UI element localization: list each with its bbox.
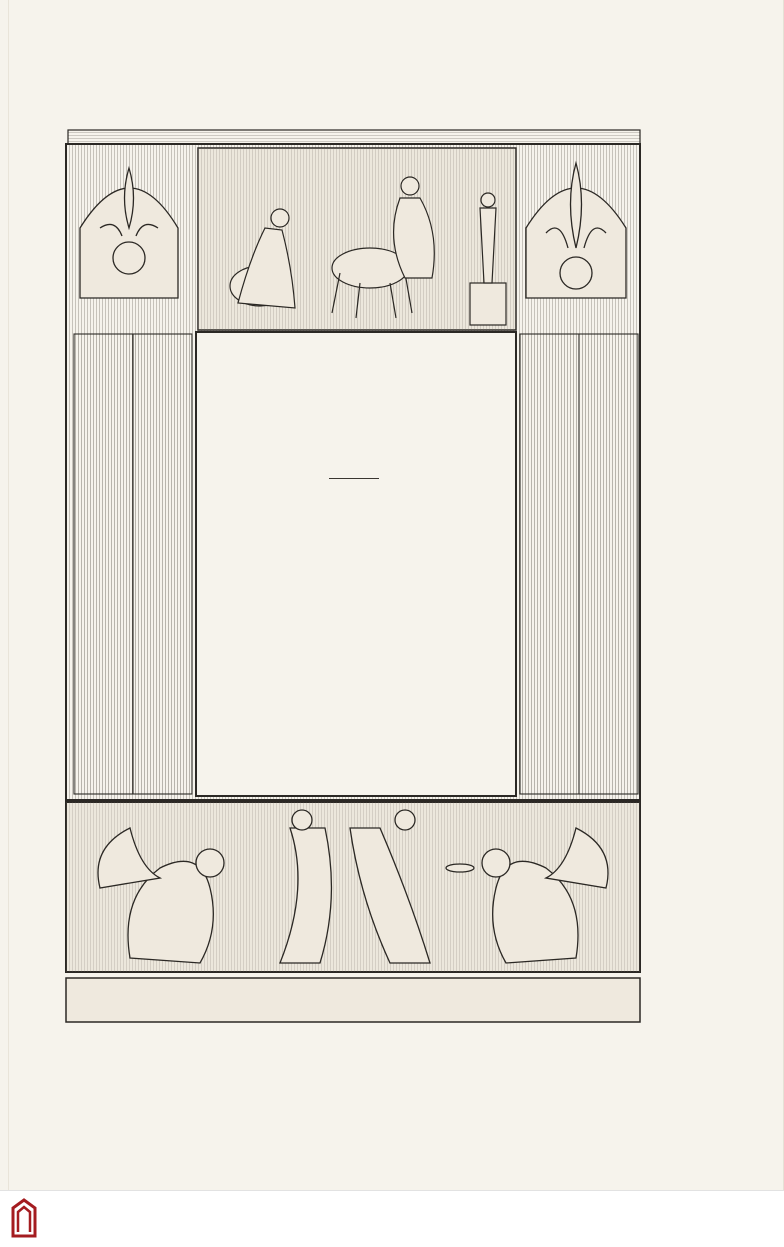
top-palmette-border [68, 130, 640, 144]
heidelberg-library-logo-icon [10, 1198, 38, 1238]
text-panel [198, 333, 512, 793]
left-lotus-pillar [74, 334, 192, 794]
page-edge [8, 0, 9, 1190]
title-rule [329, 478, 379, 479]
right-lotus-pillar [520, 334, 638, 794]
library-info-bar [0, 1190, 784, 1247]
